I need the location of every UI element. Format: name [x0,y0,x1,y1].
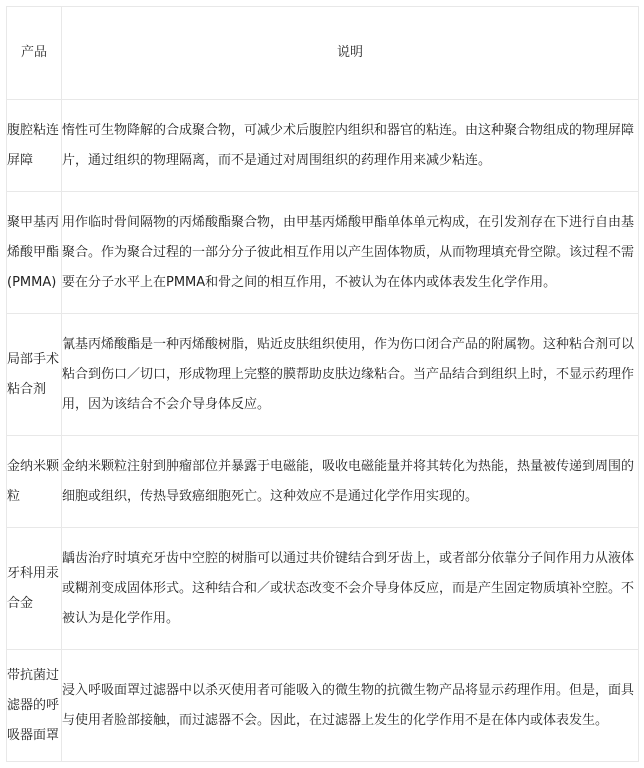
product-table [6,6,639,762]
header-description: 说明 [62,7,639,100]
product-description: 浸入呼吸面罩过滤器中以杀灭使用者可能吸入的微生物的抗微生物产品将显示药理作用。但是，面具与使用者脸部接触，而过滤器不会。因此，在过滤器上发生的化学作用不是在体内或体表发生。 [62,650,639,762]
header-product: 产品 [7,7,62,100]
table-row [7,192,639,314]
product-description: 惰性可生物降解的合成聚合物，可减少术后腹腔内组织和器官的粘连。由这种聚合物组成的物理屏障片，通过组织的物理隔离，而不是通过对周围组织的药理作用来减少粘连。 [62,100,639,192]
product-name: 带抗菌过滤器的呼吸器面罩 [7,650,62,762]
product-name: 牙科用汞合金 [7,528,62,650]
table-row [7,650,639,762]
table-row [7,100,639,192]
product-description: 用作临时骨间隔物的丙烯酸酯聚合物，由甲基丙烯酸甲酯单体单元构成，在引发剂存在下进行自由基聚合。作为聚合过程的一部分分子彼此相互作用以产生固体物质，从而物理填充骨空隙。该过程不需要在分子水平上在PMMA和骨之间的相互作用，不被认为在体内或体表发生化学作用。 [62,192,639,314]
product-description: 龋齿治疗时填充牙齿中空腔的树脂可以通过共价键结合到牙齿上，或者部分依靠分子间作用力从液体或糊剂变成固体形式。这种结合和／或状态改变不会介导身体反应，而是产生固定物质填补空腔。不被认为是化学作用。 [62,528,639,650]
product-name: 聚甲基丙烯酸甲酯(PMMA) [7,192,62,314]
table-row [7,436,639,528]
table-header-row [7,7,639,100]
product-name: 局部手术粘合剂 [7,314,62,436]
product-name: 腹腔粘连屏障 [7,100,62,192]
table-row [7,528,639,650]
table-row [7,314,639,436]
product-description: 氰基丙烯酸酯是一种丙烯酸树脂，贴近皮肤组织使用，作为伤口闭合产品的附属物。这种粘合剂可以粘合到伤口／切口，形成物理上完整的膜帮助皮肤边缘粘合。当产品结合到组织上时，不显示药理作用，因为该结合不会介导身体反应。 [62,314,639,436]
product-name: 金纳米颗粒 [7,436,62,528]
product-description: 金纳米颗粒注射到肿瘤部位并暴露于电磁能，吸收电磁能量并将其转化为热能，热量被传递到周围的细胞或组织，传热导致癌细胞死亡。这种效应不是通过化学作用实现的。 [62,436,639,528]
